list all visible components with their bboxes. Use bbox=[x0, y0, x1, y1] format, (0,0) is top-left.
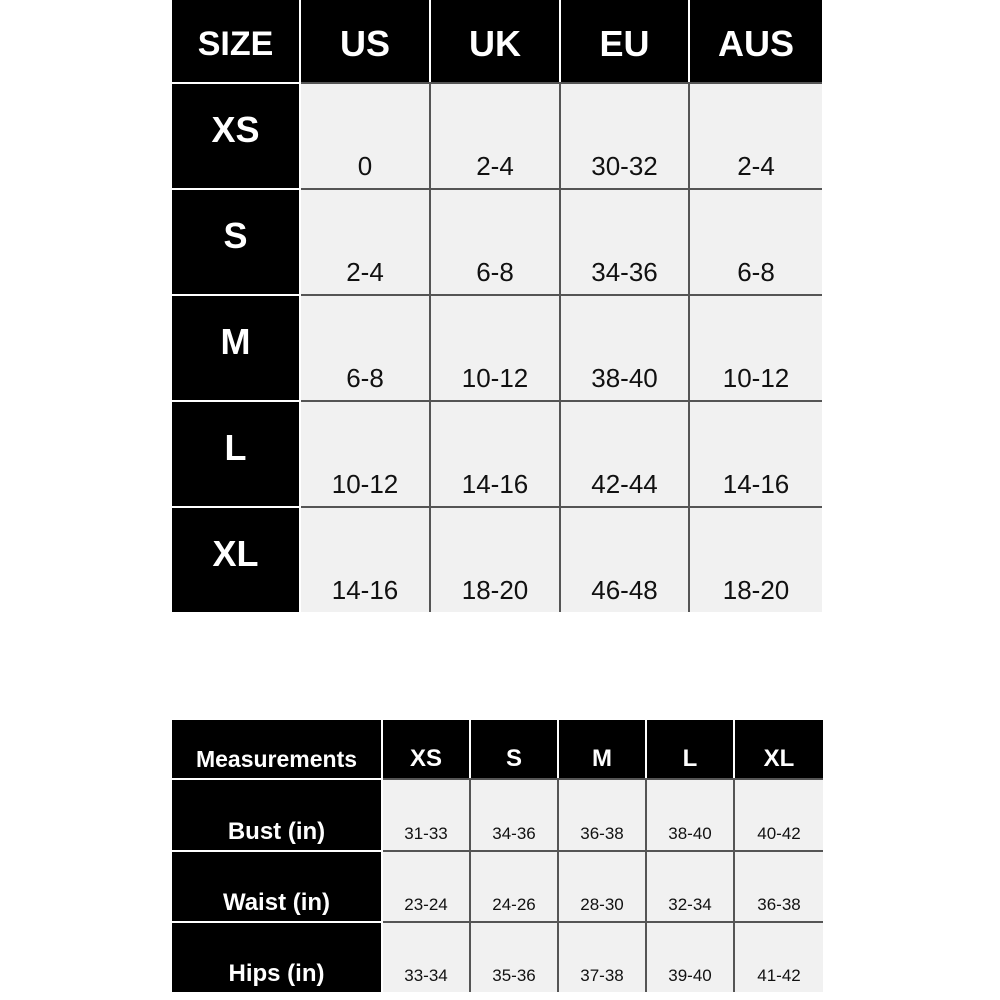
size-conversion-table bbox=[172, 0, 822, 612]
row-label-xl bbox=[172, 506, 301, 612]
header-s: S bbox=[471, 720, 559, 778]
row-label-text: L bbox=[224, 427, 247, 468]
row-label-hips: Hips (in) bbox=[172, 921, 383, 992]
row-label-text: XL bbox=[212, 533, 259, 574]
cell-xs-eu: 30-32 bbox=[561, 82, 690, 188]
cell-s-eu: 34-36 bbox=[561, 188, 690, 294]
row-label-bust: Bust (in) bbox=[172, 778, 383, 850]
cell-m-uk: 10-12 bbox=[431, 294, 561, 400]
cell-hips-xl: 41-42 bbox=[735, 921, 823, 992]
cell-waist-xl: 36-38 bbox=[735, 850, 823, 921]
header-m: M bbox=[559, 720, 647, 778]
cell-xl-uk: 18-20 bbox=[431, 506, 561, 612]
cell-waist-l: 32-34 bbox=[647, 850, 735, 921]
row-label-text: XS bbox=[211, 109, 260, 150]
cell-hips-s: 35-36 bbox=[471, 921, 559, 992]
row-label-l bbox=[172, 400, 301, 506]
header-us: US bbox=[301, 0, 431, 82]
row-label-s bbox=[172, 188, 301, 294]
cell-xl-aus: 18-20 bbox=[690, 506, 822, 612]
cell-bust-s: 34-36 bbox=[471, 778, 559, 850]
cell-hips-xs: 33-34 bbox=[383, 921, 471, 992]
cell-xl-us: 14-16 bbox=[301, 506, 431, 612]
cell-s-us: 2-4 bbox=[301, 188, 431, 294]
cell-l-eu: 42-44 bbox=[561, 400, 690, 506]
cell-waist-s: 24-26 bbox=[471, 850, 559, 921]
header-xs: XS bbox=[383, 720, 471, 778]
cell-l-uk: 14-16 bbox=[431, 400, 561, 506]
row-label-xs bbox=[172, 82, 301, 188]
row-label-m bbox=[172, 294, 301, 400]
cell-xs-uk: 2-4 bbox=[431, 82, 561, 188]
cell-bust-xl: 40-42 bbox=[735, 778, 823, 850]
cell-m-aus: 10-12 bbox=[690, 294, 822, 400]
row-label-text: M bbox=[220, 321, 251, 362]
cell-s-uk: 6-8 bbox=[431, 188, 561, 294]
cell-xl-eu: 46-48 bbox=[561, 506, 690, 612]
header-size: SIZE bbox=[172, 0, 301, 82]
cell-bust-xs: 31-33 bbox=[383, 778, 471, 850]
cell-hips-m: 37-38 bbox=[559, 921, 647, 992]
cell-waist-m: 28-30 bbox=[559, 850, 647, 921]
header-l: L bbox=[647, 720, 735, 778]
cell-hips-l: 39-40 bbox=[647, 921, 735, 992]
cell-l-us: 10-12 bbox=[301, 400, 431, 506]
row-label-text: S bbox=[223, 215, 248, 256]
cell-s-aus: 6-8 bbox=[690, 188, 822, 294]
header-aus: AUS bbox=[690, 0, 822, 82]
header-uk: UK bbox=[431, 0, 561, 82]
cell-waist-xs: 23-24 bbox=[383, 850, 471, 921]
cell-m-us: 6-8 bbox=[301, 294, 431, 400]
cell-bust-m: 36-38 bbox=[559, 778, 647, 850]
header-measurements: Measurements bbox=[172, 720, 383, 778]
header-eu: EU bbox=[561, 0, 690, 82]
header-xl: XL bbox=[735, 720, 823, 778]
row-label-waist: Waist (in) bbox=[172, 850, 383, 921]
cell-xs-aus: 2-4 bbox=[690, 82, 822, 188]
cell-bust-l: 38-40 bbox=[647, 778, 735, 850]
cell-m-eu: 38-40 bbox=[561, 294, 690, 400]
cell-l-aus: 14-16 bbox=[690, 400, 822, 506]
measurements-table bbox=[172, 720, 823, 992]
cell-xs-us: 0 bbox=[301, 82, 431, 188]
